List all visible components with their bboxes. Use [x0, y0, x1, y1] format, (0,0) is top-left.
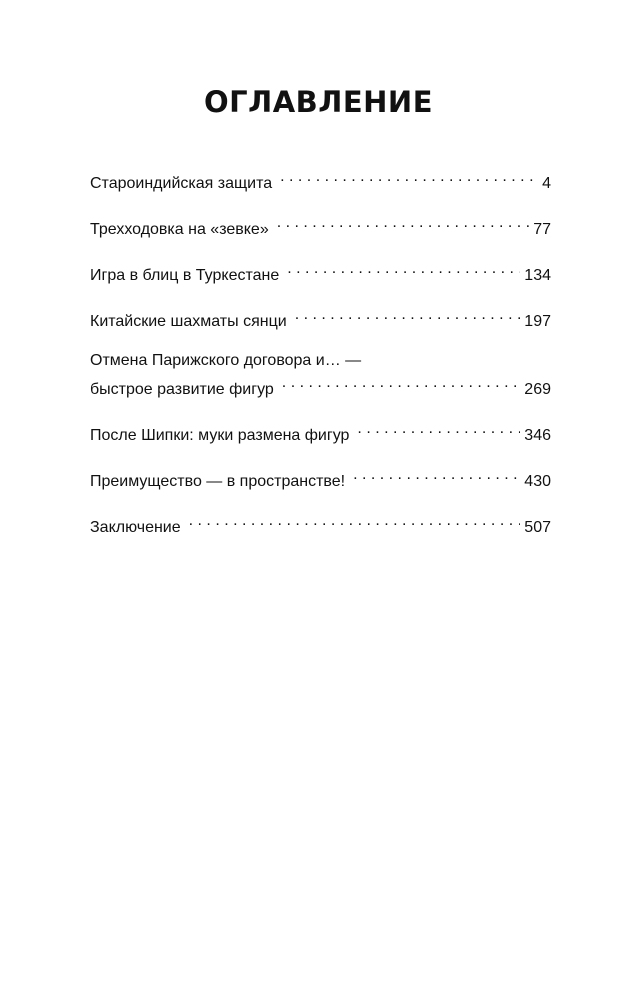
toc-entry[interactable]	[90, 166, 551, 195]
dot-leader	[295, 304, 521, 326]
toc-entry-title-line1: Отмена Парижского договора и… —	[90, 352, 362, 369]
toc-entry[interactable]	[90, 510, 551, 539]
toc-entry-title: быстрое развитие фигур	[90, 381, 274, 398]
toc-page-number: 197	[524, 313, 551, 330]
toc-page-number: 4	[542, 175, 551, 192]
dot-leader	[282, 372, 521, 394]
toc-entry-title: Заключение	[90, 519, 181, 536]
dot-leader	[277, 212, 529, 234]
toc-entry-title: Китайские шахматы сянци	[90, 313, 287, 330]
toc-entry-title: После Шипки: муки размена фигур	[90, 427, 350, 444]
toc-page-number: 346	[524, 427, 551, 444]
dot-leader	[353, 464, 520, 486]
toc-entry-title: Преимущество — в пространстве!	[90, 473, 346, 490]
dot-leader	[280, 166, 538, 188]
toc-page-number: 430	[524, 473, 551, 490]
toc-entry[interactable]	[90, 418, 551, 447]
page-title: ОГЛАВЛЕНИЕ	[203, 85, 433, 119]
dot-leader	[287, 258, 520, 280]
toc-page-number: 507	[524, 519, 551, 536]
table-of-contents	[90, 166, 551, 556]
toc-entry[interactable]	[90, 350, 551, 401]
dot-leader	[189, 510, 521, 532]
toc-entry-title: Староиндийская защита	[90, 175, 273, 192]
toc-page-number: 77	[533, 221, 551, 238]
toc-entry[interactable]	[90, 464, 551, 493]
toc-entry-title: Трехходовка на «зевке»	[90, 221, 269, 238]
dot-leader	[357, 418, 520, 440]
toc-entry[interactable]	[90, 258, 551, 287]
toc-entry-title: Игра в блиц в Туркестане	[90, 267, 280, 284]
toc-page-number: 134	[524, 267, 551, 284]
toc-page-number: 269	[524, 381, 551, 398]
toc-entry[interactable]	[90, 304, 551, 333]
toc-entry[interactable]	[90, 212, 551, 241]
